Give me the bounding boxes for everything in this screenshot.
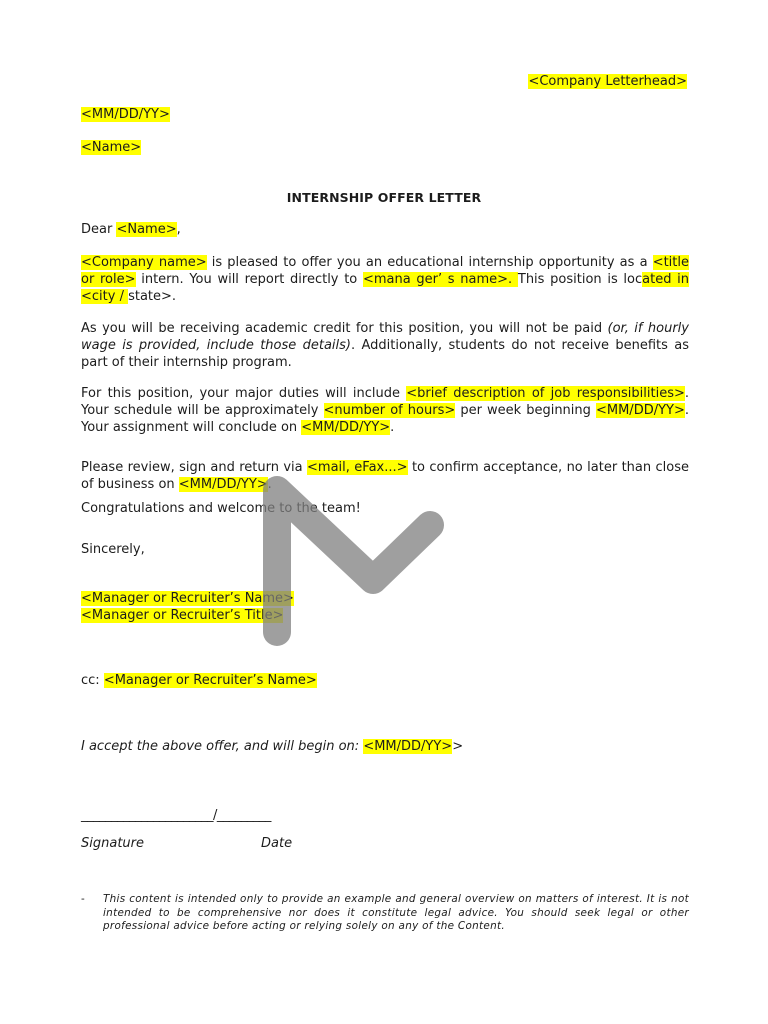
footer-bullet: - <box>81 893 86 905</box>
date-label: Date <box>261 836 293 851</box>
disclaimer-footer <box>81 893 689 934</box>
acceptance-paragraph: Please review, sign and return via <mail, eFax...> to confirm acceptance, no later than close of business on <MM/DD/YY>. <box>81 460 689 492</box>
closing-line: Sincerely, <box>81 542 145 557</box>
compensation-paragraph: As you will be receiving academic credit for this position, you will not be paid (or, if hourly wage is provided, include those details). Additionally, students do not receive benefits as part of their internship program. <box>81 321 689 370</box>
signer-name: <Manager or Recruiter’s Name> <box>81 591 294 606</box>
accept-line: I accept the above offer, and will begin on: <MM/DD/YY>> <box>81 739 464 754</box>
m-watermark-icon <box>255 470 455 650</box>
company-letterhead: <Company Letterhead> <box>528 74 687 89</box>
salutation: Dear <Name>, <box>81 222 181 237</box>
signature-label: Signature <box>81 836 145 851</box>
congratulations-line: Congratulations and welcome to the team! <box>81 501 361 516</box>
recipient-name: <Name> <box>81 140 142 155</box>
document-title: INTERNSHIP OFFER LETTER <box>286 190 482 205</box>
letter-date: <MM/DD/YY> <box>81 107 170 122</box>
cc-line: cc: <Manager or Recruiter’s Name> <box>81 673 317 688</box>
offer-paragraph: <Company name> is pleased to offer you an educational internship opportunity as a <title or role> intern. You will report directly to <mana ger’ s name>. This position is located in <city / state>. <box>81 255 690 304</box>
signer-title: <Manager or Recruiter’s Title> <box>81 608 284 623</box>
signature-date-line: ______________________/_________ <box>81 808 271 823</box>
disclaimer-text: This content is intended only to provide an example and general overview on matters of interest. It is not intended to be comprehensive nor does it constitute legal advice. You should seek legal or other professional advice before acting or relying solely on any of the Content. <box>103 893 689 932</box>
duties-paragraph: For this position, your major duties will include <brief description of job responsibilities>. Your schedule will be approximately <number of hours> per week beginning <MM/DD/YY>. Your assignment will conclude on <MM/DD/YY>. <box>81 386 690 435</box>
